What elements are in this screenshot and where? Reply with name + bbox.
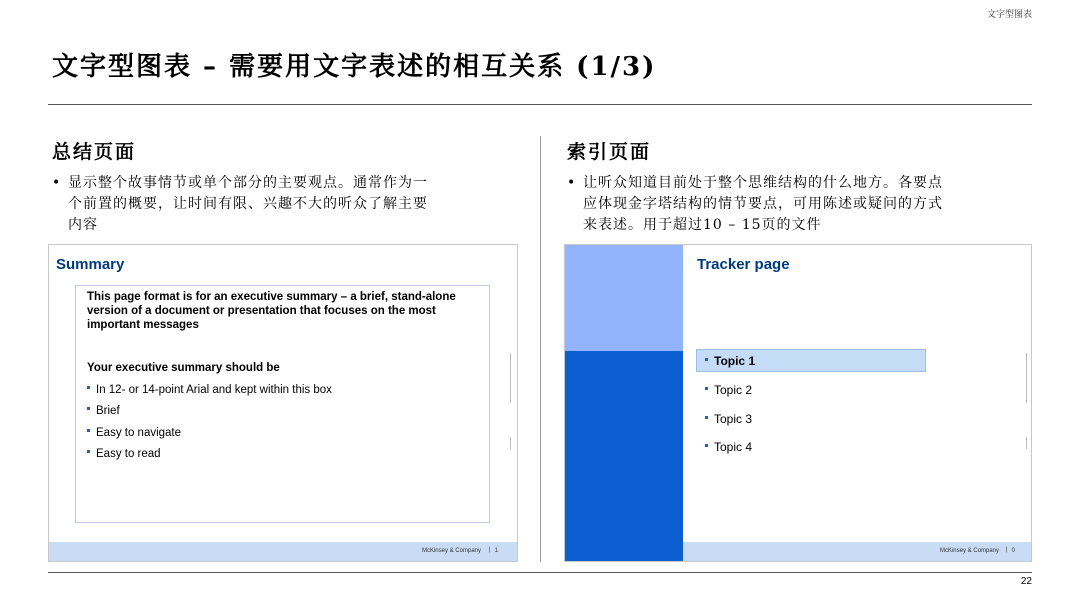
- square-bullet-icon: [87, 386, 90, 389]
- footer-separator: |: [488, 547, 490, 553]
- summary-thumb-bullet: Easy to navigate: [87, 427, 181, 439]
- breadcrumb: 文字型图表: [986, 10, 1032, 20]
- side-tick-mark: [510, 437, 511, 449]
- tracker-dark-block: [565, 351, 683, 561]
- tracker-thumb-footer: [683, 542, 1031, 561]
- tracker-description-line: 应体现金字塔结构的情节要点，可用陈述或疑问的方式: [583, 196, 943, 212]
- tracker-description: [567, 173, 1033, 236]
- summary-description-line: 显示整个故事情节或单个部分的主要观点。通常作为一: [68, 175, 428, 191]
- summary-thumb-bullet: Easy to read: [87, 448, 161, 460]
- tracker-page-heading: 索引页面: [567, 141, 652, 163]
- tracker-topic: Topic 2: [705, 383, 752, 397]
- footer-page-number: 1: [494, 548, 498, 554]
- summary-thumb-paragraph: This page format is for an executive summary – a brief, stand-alone version of a document or presentation that focuses on the most important messages: [87, 291, 456, 331]
- summary-thumb-footer: [49, 542, 517, 561]
- summary-thumb-title: Summary: [56, 256, 125, 273]
- footer-divider: [48, 572, 1032, 573]
- column-divider: [540, 136, 541, 562]
- square-bullet-icon: [705, 416, 708, 419]
- tracker-description-line: 让听众知道目前处于整个思维结构的什么地方。各要点: [583, 175, 943, 191]
- bullet-mark: •: [52, 175, 62, 191]
- page-number: 22: [1020, 576, 1032, 587]
- summary-thumb-bullet: Brief: [87, 405, 120, 417]
- tracker-light-block: [565, 245, 683, 351]
- summary-text-box: [75, 285, 490, 523]
- square-bullet-icon: [705, 444, 708, 447]
- page-title: 文字型图表 – 需要用文字表述的相互关系 (1/3): [52, 52, 657, 82]
- summary-thumb-bullet: In 12- or 14-point Arial and kept within this box: [87, 384, 332, 396]
- footer-company: McKinsey & Company: [939, 548, 999, 554]
- tracker-slide-thumbnail: [564, 244, 1032, 562]
- square-bullet-icon: [705, 358, 708, 361]
- side-tick-mark: [1026, 353, 1027, 403]
- square-bullet-icon: [87, 450, 90, 453]
- summary-slide-thumbnail: [48, 244, 518, 562]
- summary-description: [52, 173, 518, 236]
- tracker-topic-active: Topic 1: [705, 354, 755, 368]
- bullet-mark: •: [567, 175, 577, 191]
- tracker-topic: Topic 4: [705, 440, 752, 454]
- side-tick-mark: [1026, 437, 1027, 449]
- square-bullet-icon: [87, 429, 90, 432]
- tracker-thumb-title: Tracker page: [697, 256, 790, 273]
- square-bullet-icon: [87, 407, 90, 410]
- summary-description-line: 内容: [68, 217, 98, 233]
- summary-thumb-subheading: Your executive summary should be: [87, 362, 280, 374]
- tracker-description-line: 来表述。用于超过10 – 15页的文件: [583, 217, 822, 233]
- summary-description-line: 个前置的概要，让时间有限、兴趣不大的听众了解主要: [68, 196, 428, 212]
- footer-company: McKinsey & Company: [421, 548, 481, 554]
- footer-separator: |: [1005, 547, 1007, 553]
- summary-page-heading: 总结页面: [52, 141, 137, 163]
- tracker-topic: Topic 3: [705, 412, 752, 426]
- footer-page-number: 0: [1011, 548, 1015, 554]
- title-divider: [48, 104, 1032, 105]
- side-tick-mark: [510, 353, 511, 403]
- square-bullet-icon: [705, 387, 708, 390]
